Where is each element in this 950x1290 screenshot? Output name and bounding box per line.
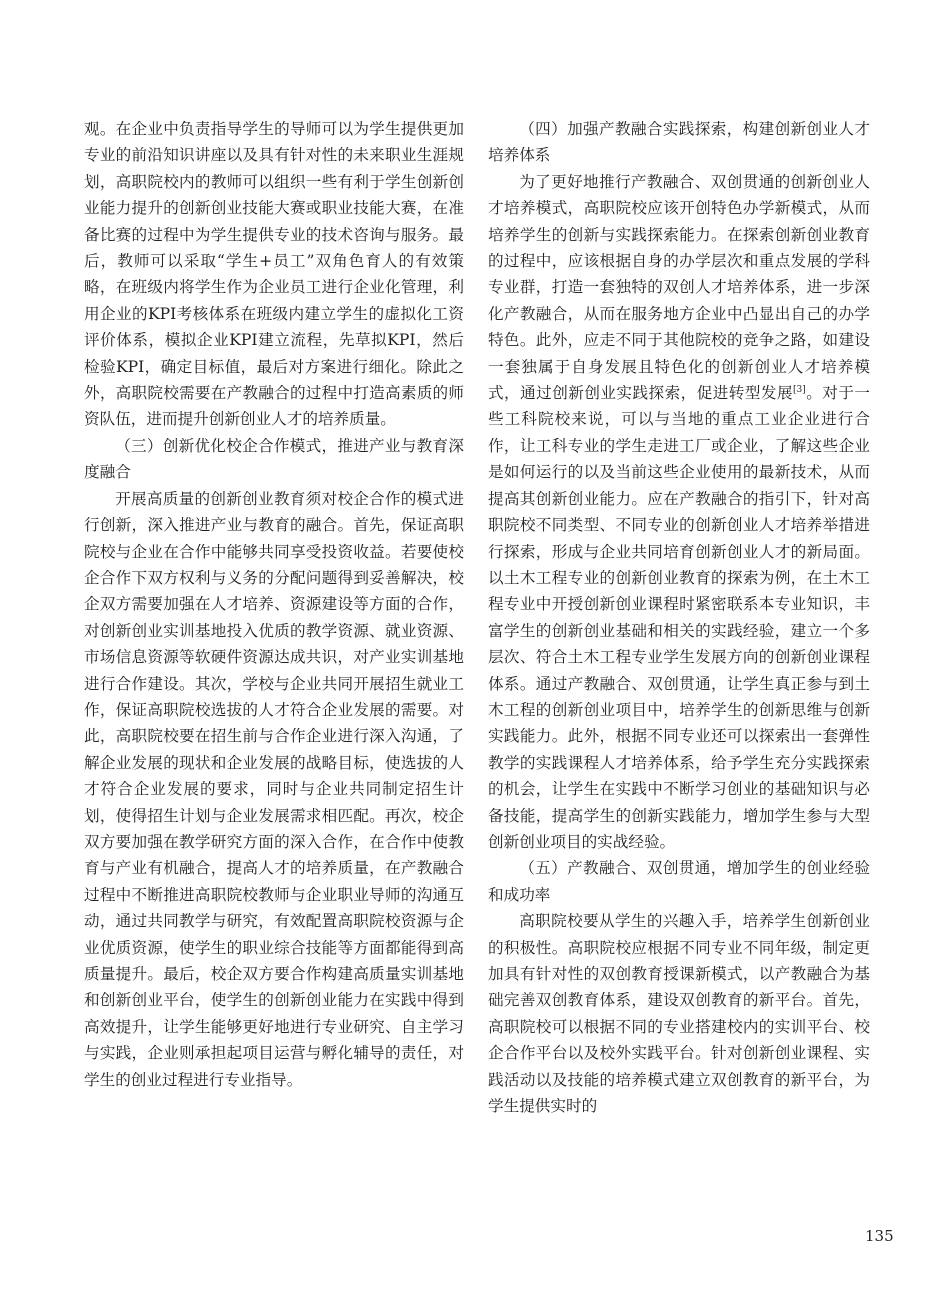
paragraph-continued: 观。在企业中负责指导学生的导师可以为学生提供更加专业的前沿知识讲座以及具有针对性的未来职业生涯规划，高职院校内的教师可以组织一些有利于学生创新创业能力提升的创新创业技能大赛或职业技能大赛，在准备比赛的过程中为学生提供专业的技术咨询与服务。最后，教师可以采取“学生+员工”双角色育人的有效策略，在班级内将学生作为企业员工进行企业化管理，利用企业的KPI考核体系在班级内建立学生的虚拟化工资评价体系，模拟企业KPI建立流程，先草拟KPI，然后检验KPI，确定目标值，最后对方案进行细化。除此之外，高职院校需要在产教融合的过程中打造高素质的师资队伍，进而提升创新创业人才的培养质量。 <box>84 120 464 429</box>
section-heading-4: （四）加强产教融合实践探索，构建创新创业人才培养体系 <box>488 120 870 165</box>
section-heading-5: （五）产教融合、双创贯通，增加学生的创业经验和成功率 <box>488 859 870 904</box>
paragraph-text: 为了更好地推行产教融合、双创贯通的创新创业人才培养模式，高职院校应该开创特色办学新模式，从而培养学生的创新与实践探索能力。在探索创新创业教育的过程中，应该根据自身的办学层次和重点发展的学科专业群，打造一套独特的双创人才培养体系，进一步深化产教融合，从而在服务地方企业中凸显出自己的办学特色。此外，应走不同于其他院校的竞争之路，如建设一套独属于自身发展且特色化的创新创业人才培养模式，通过创新创业实践探索，促进转型发展 <box>488 172 870 403</box>
page-number: 135 <box>865 1227 894 1245</box>
citation-reference: [3] <box>793 384 806 395</box>
paragraph: 高职院校要从学生的兴趣入手，培养学生创新创业的积极性。高职院校应根据不同专业不同年级，制定更加具有针对性的双创教育授课新模式，以产教融合为基础完善双创教育体系，建设双创教育的新平台。首先，高职院校可以根据不同的专业搭建校内的实训平台、校企合作平台以及校外实践平台。针对创新创业课程、实践活动以及技能的培养模式建立双创教育的新平台，为学生提供实时的 <box>488 912 870 1116</box>
section-heading-3: （三）创新优化校企合作模式，推进产业与教育深度融合 <box>84 436 464 482</box>
paragraph-with-citation <box>488 169 870 856</box>
left-column <box>84 116 464 1093</box>
right-column <box>488 116 870 1119</box>
paragraph-text: 。对于一些工科院校来说，可以与当地的重点工业企业进行合作，让工科专业的学生走进工厂或企业，了解这些企业是如何运行的以及当前这些企业使用的最新技术，从而提高其创新创业能力。应在产教融合的指引下，针对高职院校不同类型、不同专业的创新创业人才培养举措进行探索，形成与企业共同培育创新创业人才的新局面。以土木工程专业的创新创业教育的探索为例，在土木工程专业中开授创新创业课程时紧密联系本专业知识，丰富学生的创新创业基础和相关的实践经验，建立一个多层次、符合土木工程专业学生发展方向的创新创业课程体系。通过产教融合、双创贯通，让学生真正参与到土木工程的创新创业项目中，培养学生的创新思维与创新实践能力。此外，根据不同专业还可以探索出一套弹性教学的实践课程人才培养体系，给予学生充分实践探索的机会，让学生在实践中不断学习创业的基础知识与必备技能，提高学生的创新实践能力，增加学生参与大型创新创业项目的实战经验。 <box>488 384 870 851</box>
paragraph: 开展高质量的创新创业教育须对校企合作的模式进行创新，深入推进产业与教育的融合。首先，保证高职院校与企业在合作中能够共同享受投资收益。若要使校企合作下双方权利与义务的分配问题得到妥善解决，校企双方需要加强在人才培养、资源建设等方面的合作，对创新创业实训基地投入优质的教学资源、就业资源、市场信息资源等软硬件资源达成共识，对产业实训基地进行合作建设。其次，学校与企业共同开展招生就业工作，保证高职院校选拔的人才符合企业发展的需要。对此，高职院校要在招生前与合作企业进行深入沟通，了解企业发展的现状和企业发展的战略目标，使选拔的人才符合企业发展的要求，同时与企业共同制定招生计划，使得招生计划与企业发展需求相匹配。再次，校企双方要加强在教学研究方面的深入合作，在合作中使教育与产业有机融合，提高人才的培养质量，在产教融合过程中不断推进高职院校教师与企业职业导师的沟通互动，通过共同教学与研究，有效配置高职院校资源与企业优质资源，使学生的职业综合技能等方面都能得到高质量提升。最后，校企双方要合作构建高质量实训基地和创新创业平台，使学生的创新创业能力在实践中得到高效提升，让学生能够更好地进行专业研究、自主学习与实践，企业则承担起项目运营与孵化辅导的责任，对学生的创业过程进行专业指导。 <box>84 489 464 1089</box>
